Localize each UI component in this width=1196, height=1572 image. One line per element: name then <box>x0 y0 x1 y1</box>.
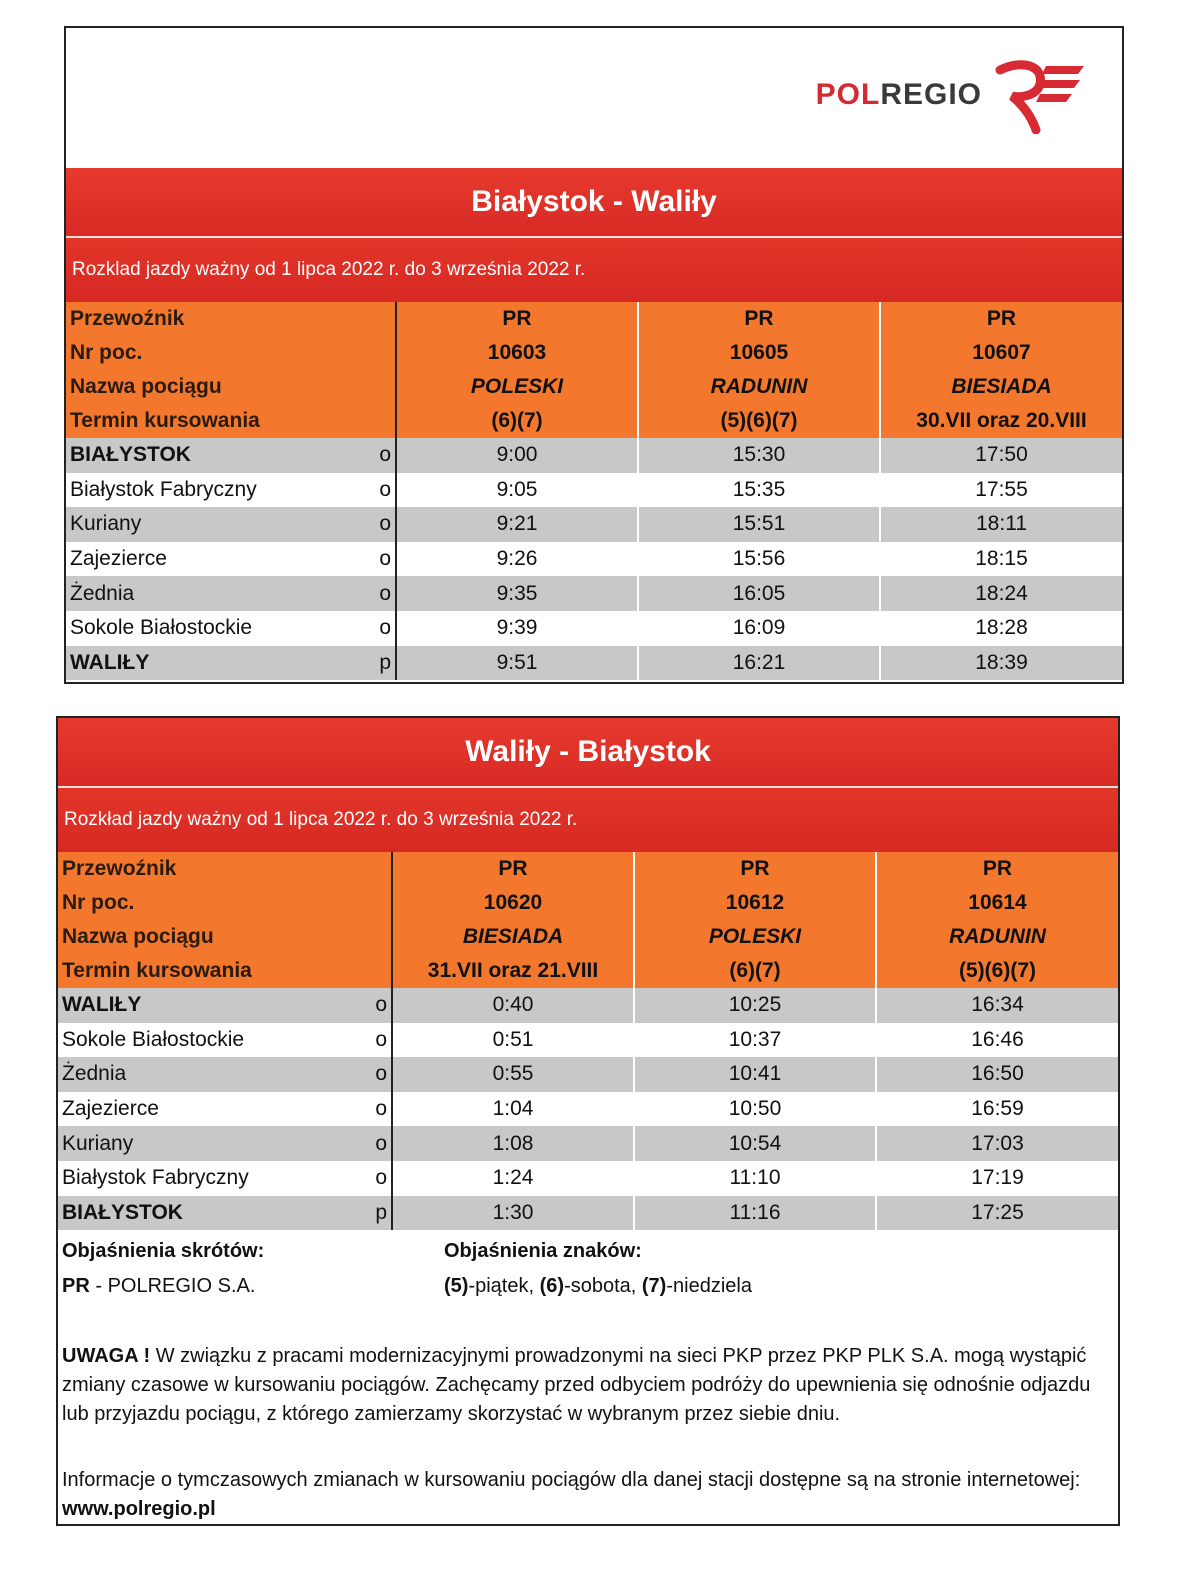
station-name: WALIŁY <box>58 988 372 1023</box>
station-name: Zajezierce <box>58 1092 372 1127</box>
departure-time: 10:37 <box>634 1023 876 1058</box>
stop-flag: p <box>372 1196 392 1231</box>
logo-wordmark <box>816 78 982 112</box>
header-row-carrier <box>58 852 1118 886</box>
departure-time: 17:19 <box>876 1161 1118 1196</box>
departure-time: 15:35 <box>638 473 880 508</box>
train-carrier: PR <box>880 302 1122 336</box>
train-name: RADUNIN <box>638 370 880 404</box>
section-title: Białystok - Waliły <box>66 168 1122 238</box>
stop-row <box>58 1196 1118 1231</box>
departure-time: 17:03 <box>876 1126 1118 1161</box>
train-carrier: PR <box>638 302 880 336</box>
abbreviation-key: PR <box>62 1275 90 1297</box>
departure-time: 0:51 <box>392 1023 634 1058</box>
logo-pol: POL <box>815 78 881 111</box>
sign-key: (6) <box>539 1275 565 1297</box>
train-carrier: PR <box>392 852 634 886</box>
header-label: Przewoźnik <box>58 852 392 886</box>
stop-flag: o <box>376 507 396 542</box>
stop-row <box>66 542 1122 577</box>
stop-flag: o <box>372 1161 392 1196</box>
notice-paragraph <box>62 1342 1118 1429</box>
polregio-symbol-icon <box>990 56 1086 134</box>
header-row-days <box>58 954 1118 988</box>
station-name: BIAŁYSTOK <box>66 438 376 473</box>
sign-text: -niedziela <box>666 1275 752 1297</box>
timetable-table <box>66 302 1122 680</box>
departure-time: 0:55 <box>392 1057 634 1092</box>
stop-row <box>66 473 1122 508</box>
stop-flag: o <box>376 438 396 473</box>
notice-label: UWAGA ! <box>62 1345 151 1367</box>
stop-flag: o <box>376 473 396 508</box>
departure-time: 16:59 <box>876 1092 1118 1127</box>
train-carrier: PR <box>876 852 1118 886</box>
departure-time: 16:50 <box>876 1057 1118 1092</box>
abbreviations-legend <box>62 1240 264 1298</box>
departure-time: 18:24 <box>880 576 1122 611</box>
departure-time: 9:00 <box>396 438 638 473</box>
departure-time: 11:10 <box>634 1161 876 1196</box>
departure-time: 11:16 <box>634 1196 876 1231</box>
station-name: Kuriany <box>58 1126 372 1161</box>
header-row-days <box>66 404 1122 438</box>
departure-time: 9:39 <box>396 611 638 646</box>
stop-flag: o <box>372 1057 392 1092</box>
section-title: Waliły - Białystok <box>58 718 1118 788</box>
train-name: POLESKI <box>634 920 876 954</box>
header-row-number <box>58 886 1118 920</box>
departure-time: 9:21 <box>396 507 638 542</box>
stop-flag: o <box>372 988 392 1023</box>
stop-row <box>66 576 1122 611</box>
departure-time: 10:41 <box>634 1057 876 1092</box>
departure-time: 16:05 <box>638 576 880 611</box>
station-name: Białystok Fabryczny <box>66 473 376 508</box>
train-carrier: PR <box>634 852 876 886</box>
sign-key: (5) <box>444 1275 469 1297</box>
stop-row <box>58 1161 1118 1196</box>
header-label: Nazwa pociągu <box>66 370 396 404</box>
signs-title: Objaśnienia znaków: <box>444 1240 642 1262</box>
departure-time: 17:50 <box>880 438 1122 473</box>
station-name: Sokole Białostockie <box>66 611 376 646</box>
train-days: 30.VII oraz 20.VIII <box>880 404 1122 438</box>
stop-row <box>58 1057 1118 1092</box>
train-days: 31.VII oraz 21.VIII <box>392 954 634 988</box>
sign-key: (7) <box>641 1275 667 1297</box>
stop-flag: o <box>376 542 396 577</box>
stop-row <box>58 1023 1118 1058</box>
stop-flag: o <box>376 611 396 646</box>
departure-time: 1:08 <box>392 1126 634 1161</box>
departure-time: 9:35 <box>396 576 638 611</box>
stop-row <box>58 1092 1118 1127</box>
station-name: WALIŁY <box>66 646 376 681</box>
abbreviation-text: - POLREGIO S.A. <box>89 1275 256 1297</box>
station-name: Białystok Fabryczny <box>58 1161 372 1196</box>
train-days: (5)(6)(7) <box>638 404 880 438</box>
header-label: Termin kursowania <box>66 404 396 438</box>
signs-list <box>444 1275 752 1298</box>
departure-time: 0:40 <box>392 988 634 1023</box>
station-name: Żednia <box>66 576 376 611</box>
departure-time: 9:05 <box>396 473 638 508</box>
train-number: 10605 <box>638 336 880 370</box>
departure-time: 18:11 <box>880 507 1122 542</box>
departure-time: 10:54 <box>634 1126 876 1161</box>
header-label: Termin kursowania <box>58 954 392 988</box>
station-name: Żednia <box>58 1057 372 1092</box>
departure-time: 16:09 <box>638 611 880 646</box>
logo-regio: REGIO <box>880 78 982 111</box>
stop-flag: p <box>376 646 396 681</box>
sign-text: -sobota, <box>564 1275 642 1297</box>
train-name: POLESKI <box>396 370 638 404</box>
info-text: Informacje o tymczasowych zmianach w kursowaniu pociągów dla danej stacji dostępne są na stronie internetowej: <box>62 1469 1081 1491</box>
sign-text: -piątek, <box>468 1275 540 1297</box>
departure-time: 18:39 <box>880 646 1122 681</box>
validity-note: Rozkład jazdy ważny od 1 lipca 2022 r. do 3 września 2022 r. <box>58 788 1118 852</box>
train-name: BIESIADA <box>392 920 634 954</box>
header-row-name <box>66 370 1122 404</box>
train-days: (5)(6)(7) <box>876 954 1118 988</box>
departure-time: 10:50 <box>634 1092 876 1127</box>
train-number: 10607 <box>880 336 1122 370</box>
stop-flag: o <box>372 1023 392 1058</box>
info-paragraph <box>62 1466 1118 1524</box>
departure-time: 1:04 <box>392 1092 634 1127</box>
stop-flag: o <box>372 1092 392 1127</box>
departure-time: 16:21 <box>638 646 880 681</box>
stop-row <box>66 438 1122 473</box>
stop-flag: o <box>376 576 396 611</box>
departure-time: 9:26 <box>396 542 638 577</box>
timetable-bialystok-walily <box>66 168 1122 680</box>
header-row-name <box>58 920 1118 954</box>
departure-time: 9:51 <box>396 646 638 681</box>
stop-row <box>66 646 1122 681</box>
header-label: Nazwa pociągu <box>58 920 392 954</box>
website-link[interactable]: www.polregio.pl <box>62 1498 216 1520</box>
train-days: (6)(7) <box>634 954 876 988</box>
header-row-carrier <box>66 302 1122 336</box>
train-carrier: PR <box>396 302 638 336</box>
stop-flag: o <box>372 1126 392 1161</box>
header-label: Nr poc. <box>58 886 392 920</box>
departure-time: 16:46 <box>876 1023 1118 1058</box>
train-days: (6)(7) <box>396 404 638 438</box>
signs-legend <box>444 1240 752 1298</box>
departure-time: 15:56 <box>638 542 880 577</box>
departure-time: 17:55 <box>880 473 1122 508</box>
station-name: Kuriany <box>66 507 376 542</box>
departure-time: 18:28 <box>880 611 1122 646</box>
stop-row <box>66 611 1122 646</box>
departure-time: 15:30 <box>638 438 880 473</box>
departure-time: 1:24 <box>392 1161 634 1196</box>
departure-time: 17:25 <box>876 1196 1118 1231</box>
train-number: 10620 <box>392 886 634 920</box>
validity-note: Rozklad jazdy ważny od 1 lipca 2022 r. do 3 września 2022 r. <box>66 238 1122 302</box>
station-name: Sokole Białostockie <box>58 1023 372 1058</box>
train-number: 10612 <box>634 886 876 920</box>
train-number: 10614 <box>876 886 1118 920</box>
departure-time: 15:51 <box>638 507 880 542</box>
stop-row <box>58 1126 1118 1161</box>
header-row-number <box>66 336 1122 370</box>
polregio-logo <box>816 56 1086 134</box>
train-name: RADUNIN <box>876 920 1118 954</box>
stop-row <box>66 507 1122 542</box>
header-label: Przewoźnik <box>66 302 396 336</box>
abbreviation-pr <box>62 1275 264 1298</box>
timetable-table <box>58 852 1118 1230</box>
departure-time: 10:25 <box>634 988 876 1023</box>
header-label: Nr poc. <box>66 336 396 370</box>
train-name: BIESIADA <box>880 370 1122 404</box>
station-name: BIAŁYSTOK <box>58 1196 372 1231</box>
train-number: 10603 <box>396 336 638 370</box>
station-name: Zajezierce <box>66 542 376 577</box>
departure-time: 16:34 <box>876 988 1118 1023</box>
notice-text: W związku z pracami modernizacyjnymi prowadzonymi na sieci PKP przez PKP PLK S.A. mogą wystąpić zmiany czasowe w kursowaniu pociągów. Zachęcamy przed odbyciem podróży do upewnienia się odnośnie odjazdu lub przyjazdu pociągu, z którego zamierzamy skorzystać w wybranym przez siebie dniu. <box>62 1345 1091 1425</box>
stop-row <box>58 988 1118 1023</box>
timetable-walily-bialystok <box>58 718 1118 1230</box>
departure-time: 18:15 <box>880 542 1122 577</box>
abbreviations-title: Objaśnienia skrótów: <box>62 1240 265 1262</box>
departure-time: 1:30 <box>392 1196 634 1231</box>
